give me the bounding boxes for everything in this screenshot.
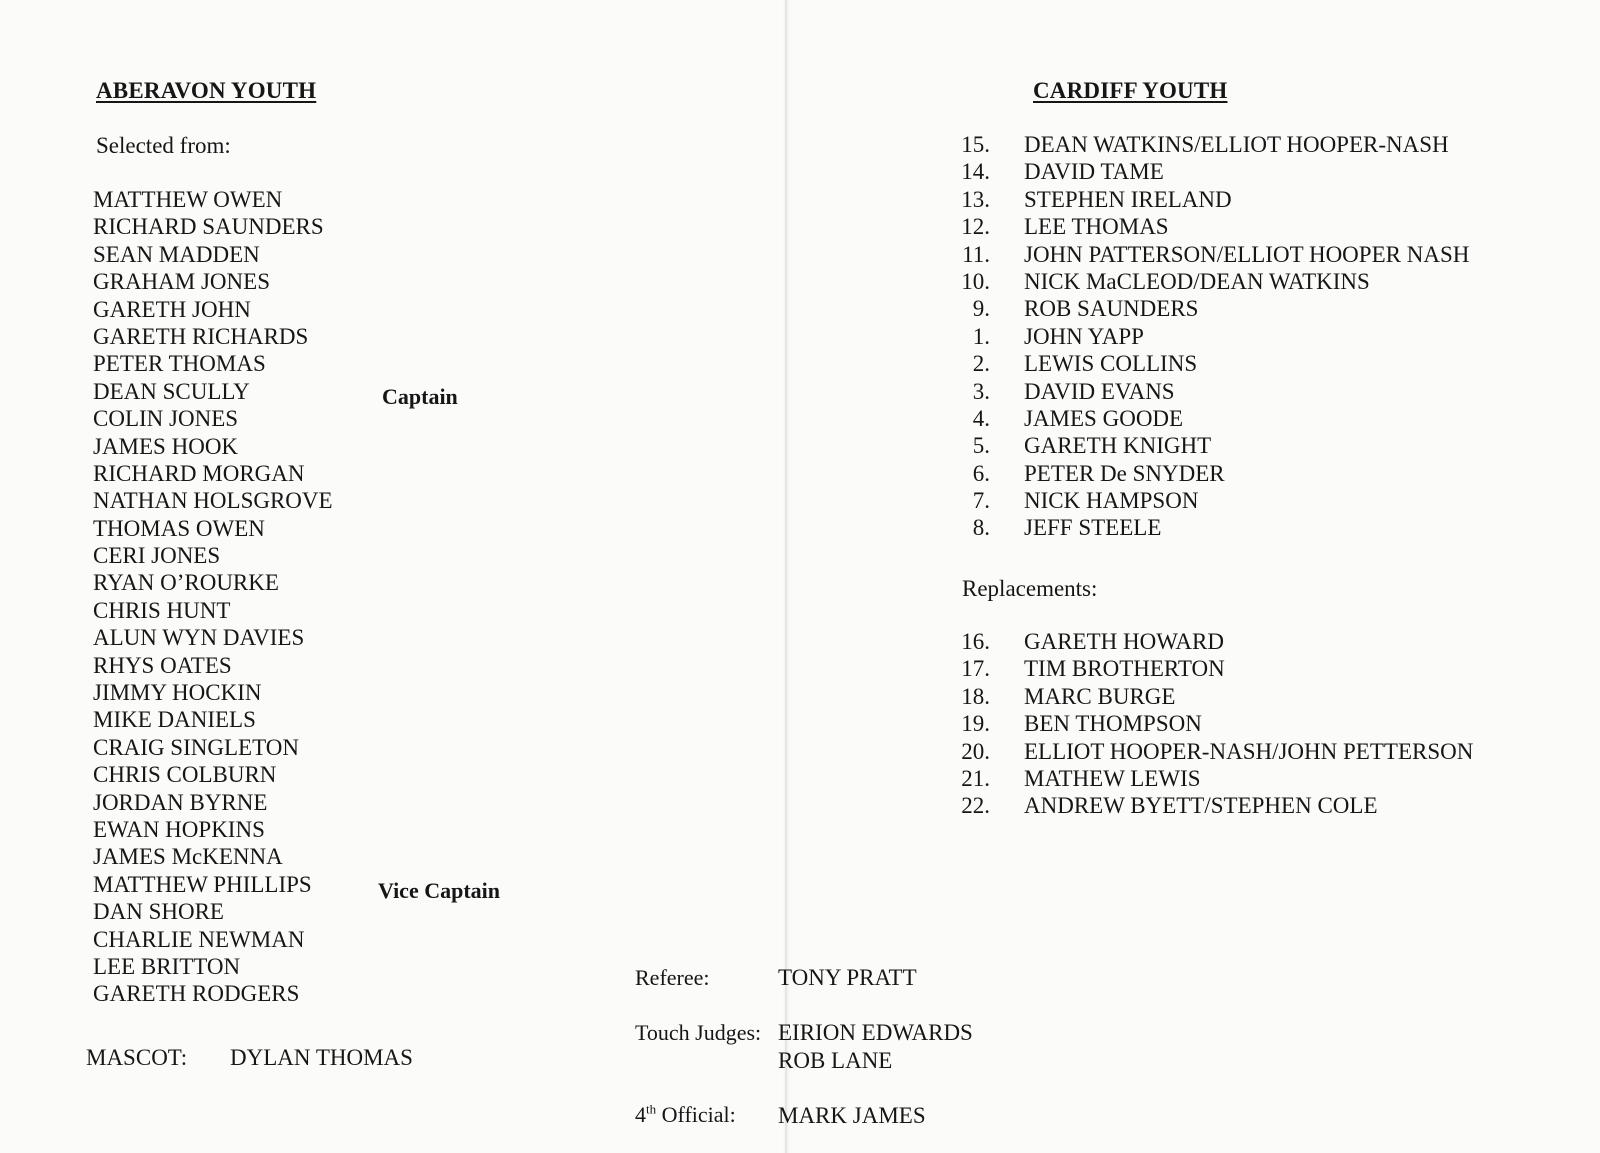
cardiff-starter	[950, 378, 1469, 405]
cardiff-starters-list	[950, 131, 1469, 542]
aberavon-player: SEAN MADDEN	[93, 241, 260, 267]
cardiff-replacement	[950, 628, 1473, 655]
aberavon-player: RICHARD SAUNDERS	[93, 214, 324, 240]
shirt-number: 17.	[961, 656, 990, 682]
shirt-number: 14.	[961, 159, 990, 185]
aberavon-player: COLIN JONES	[93, 406, 239, 432]
cardiff-starter	[950, 158, 1469, 185]
player-name: DAVID EVANS	[1024, 378, 1175, 404]
player-name: GARETH HOWARD	[1024, 629, 1224, 654]
cardiff-starter	[950, 514, 1469, 541]
shirt-number: 21.	[961, 765, 990, 791]
player-name: MARC BURGE	[1024, 683, 1176, 709]
aberavon-player: CERI JONES	[93, 543, 221, 569]
aberavon-player: JAMES HOOK	[93, 433, 239, 459]
cardiff-replacement	[950, 710, 1473, 737]
player-name: BEN THOMPSON	[1024, 711, 1202, 737]
aberavon-player: LEE BRITTON	[93, 953, 241, 979]
aberavon-player: JAMES McKENNA	[93, 844, 283, 870]
cardiff-replacement	[950, 655, 1473, 682]
aberavon-player: CRAIG SINGLETON	[93, 734, 299, 760]
player-name: JEFF STEELE	[1024, 515, 1162, 541]
aberavon-player: EWAN HOPKINS	[93, 816, 265, 842]
shirt-number: 4.	[972, 405, 990, 431]
shirt-number: 1.	[972, 323, 990, 349]
player-name: GARETH KNIGHT	[1024, 433, 1212, 459]
cardiff-starter	[950, 241, 1469, 268]
captain-label: Captain	[382, 384, 458, 409]
shirt-number: 2.	[972, 351, 990, 377]
shirt-number: 16.	[961, 629, 990, 654]
mascot-label: MASCOT:	[86, 1045, 188, 1070]
aberavon-player: GARETH RICHARDS	[93, 323, 309, 349]
player-name: NICK HAMPSON	[1024, 488, 1199, 514]
aberavon-player: GARETH RODGERS	[93, 981, 300, 1007]
referee-name: TONY PRATT	[778, 965, 917, 990]
shirt-number: 9.	[972, 296, 990, 322]
cardiff-starter	[950, 131, 1469, 158]
aberavon-player: CHRIS COLBURN	[93, 762, 277, 788]
aberavon-player: GRAHAM JONES	[93, 269, 270, 295]
cardiff-starter	[950, 432, 1469, 459]
shirt-number: 5.	[972, 433, 990, 459]
aberavon-player: THOMAS OWEN	[93, 515, 265, 541]
aberavon-player-list	[93, 186, 333, 1008]
aberavon-selected-from: Selected from:	[96, 133, 231, 158]
cardiff-replacement	[950, 683, 1473, 710]
cardiff-heading: CARDIFF YOUTH	[1033, 78, 1228, 103]
player-name: ANDREW BYETT/STEPHEN COLE	[1024, 793, 1378, 819]
cardiff-starter	[950, 213, 1469, 240]
vice-captain-label: Vice Captain	[378, 878, 501, 903]
cardiff-starter	[950, 350, 1469, 377]
aberavon-player: CHRIS HUNT	[93, 597, 231, 623]
aberavon-player: RYAN O’ROURKE	[93, 570, 279, 596]
player-name: MATHEW LEWIS	[1024, 765, 1201, 791]
player-name: TIM BROTHERTON	[1024, 656, 1225, 682]
player-name: STEPHEN IRELAND	[1024, 186, 1232, 212]
replacements-label: Replacements:	[962, 576, 1098, 601]
aberavon-player: GARETH JOHN	[93, 296, 251, 322]
cardiff-replacement	[950, 738, 1473, 765]
aberavon-player: PETER THOMAS	[93, 351, 266, 377]
cardiff-replacement	[950, 792, 1473, 819]
shirt-number: 3.	[972, 378, 990, 404]
cardiff-starter	[950, 268, 1469, 295]
shirt-number: 6.	[972, 460, 990, 486]
aberavon-player: JORDAN BYRNE	[93, 789, 268, 815]
touch-judge-2: ROB LANE	[778, 1048, 893, 1073]
aberavon-player: MATTHEW OWEN	[93, 187, 283, 212]
aberavon-player: CHARLIE NEWMAN	[93, 926, 305, 952]
player-name: JAMES GOODE	[1024, 405, 1184, 431]
aberavon-player: ALUN WYN DAVIES	[93, 625, 305, 651]
cardiff-starter	[950, 186, 1469, 213]
shirt-number: 8.	[972, 515, 990, 541]
player-name: PETER De SNYDER	[1024, 460, 1225, 486]
aberavon-player: RICHARD MORGAN	[93, 460, 305, 486]
aberavon-player: RHYS OATES	[93, 652, 232, 678]
player-name: DAVID TAME	[1024, 159, 1164, 185]
cardiff-starter	[950, 323, 1469, 350]
aberavon-player: JIMMY HOCKIN	[93, 680, 262, 706]
cardiff-replacement	[950, 765, 1473, 792]
fourth-official-label: 4th Official:	[635, 1101, 736, 1127]
cardiff-starter	[950, 405, 1469, 432]
player-name: NICK MaCLEOD/DEAN WATKINS	[1024, 268, 1370, 294]
aberavon-heading: ABERAVON YOUTH	[96, 78, 317, 103]
aberavon-player: DAN SHORE	[93, 899, 224, 925]
aberavon-player: MATTHEW PHILLIPS	[93, 871, 312, 897]
player-name: DEAN WATKINS/ELLIOT HOOPER-NASH	[1024, 132, 1449, 157]
touch-judge-1: EIRION EDWARDS	[778, 1020, 973, 1045]
aberavon-player: MIKE DANIELS	[93, 707, 256, 733]
referee-label: Referee:	[635, 965, 710, 990]
cardiff-starter	[950, 460, 1469, 487]
mascot-name: DYLAN THOMAS	[230, 1045, 413, 1070]
aberavon-player: DEAN SCULLY	[93, 378, 250, 404]
player-name: LEE THOMAS	[1024, 214, 1169, 240]
shirt-number: 20.	[961, 738, 990, 764]
shirt-number: 12.	[961, 214, 990, 240]
shirt-number: 11.	[962, 241, 990, 267]
shirt-number: 18.	[961, 683, 990, 709]
shirt-number: 7.	[972, 488, 990, 514]
player-name: ELLIOT HOOPER-NASH/JOHN PETTERSON	[1024, 738, 1474, 764]
cardiff-starter	[950, 487, 1469, 514]
cardiff-starter	[950, 295, 1469, 322]
fourth-official-name: MARK JAMES	[778, 1103, 926, 1128]
shirt-number: 13.	[961, 186, 990, 212]
player-name: JOHN YAPP	[1024, 323, 1144, 349]
shirt-number: 10.	[961, 268, 990, 294]
aberavon-player: NATHAN HOLSGROVE	[93, 488, 333, 514]
shirt-number: 22.	[961, 793, 990, 819]
player-name: ROB SAUNDERS	[1024, 296, 1199, 322]
shirt-number: 15.	[961, 132, 990, 157]
player-name: LEWIS COLLINS	[1024, 351, 1198, 377]
shirt-number: 19.	[961, 711, 990, 737]
touch-judges-label: Touch Judges:	[635, 1020, 762, 1045]
player-name: JOHN PATTERSON/ELLIOT HOOPER NASH	[1024, 241, 1470, 267]
cardiff-replacements-list	[950, 628, 1473, 820]
